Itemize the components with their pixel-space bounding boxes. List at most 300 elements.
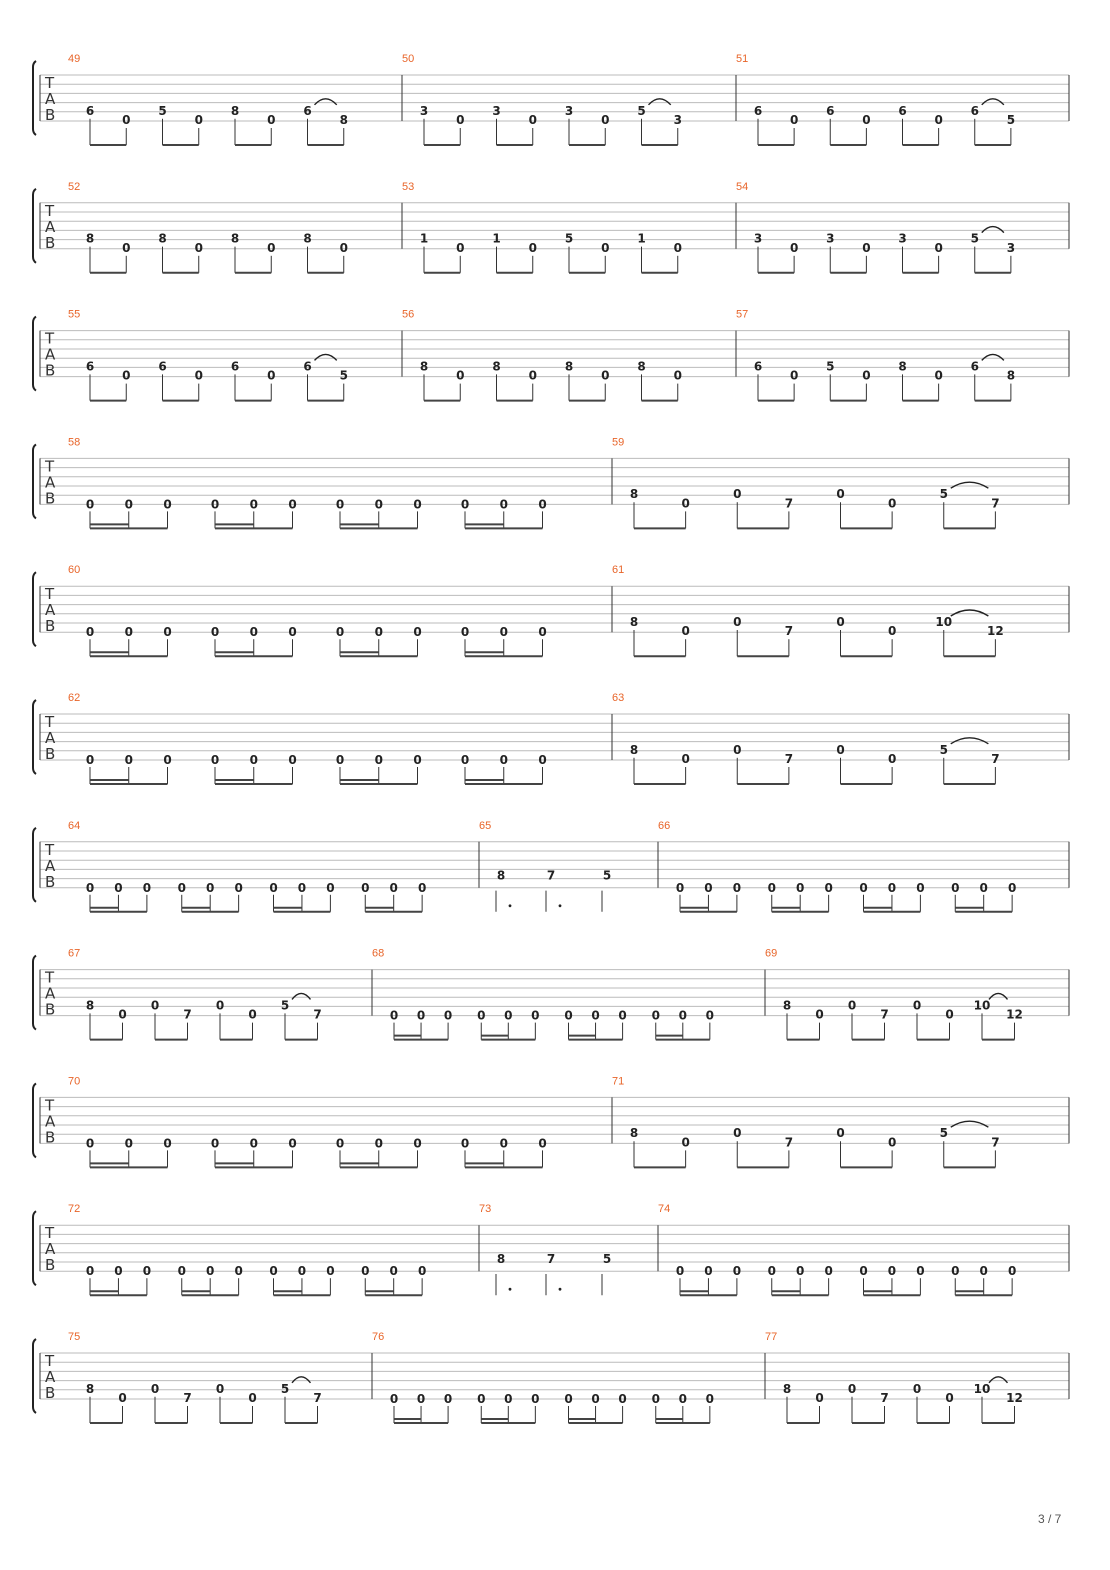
measure: [68, 692, 612, 784]
tab-clef-letter: T: [45, 1224, 55, 1243]
system-bracket: [33, 828, 36, 902]
fret-number: 0: [528, 113, 537, 127]
fret-number: 0: [733, 1126, 742, 1141]
fret-number: 0: [194, 368, 203, 383]
fret-number: 0: [460, 497, 470, 512]
fret-number: 0: [85, 1264, 95, 1279]
fret-number: 0: [413, 497, 422, 512]
fret-number: 0: [85, 880, 95, 895]
fret-number: 0: [416, 1392, 426, 1406]
fret-number: 8: [303, 231, 312, 246]
dot: [559, 1288, 562, 1291]
fret-number: 0: [122, 240, 131, 255]
fret-number: 0: [215, 1381, 225, 1396]
tab-clef-letter: A: [45, 217, 56, 236]
measure: [68, 309, 402, 401]
measure-number: 53: [402, 180, 415, 193]
fret-number: 0: [335, 1136, 345, 1151]
dot: [509, 1288, 512, 1291]
fret-number: 7: [991, 1135, 1000, 1150]
system-bracket: [33, 572, 36, 646]
fret-number: 3: [492, 103, 501, 118]
fret-number: 0: [150, 1381, 160, 1396]
measure: [68, 564, 612, 656]
fret-number: 0: [477, 1392, 486, 1406]
fret-number: 7: [313, 1391, 322, 1405]
fret-number: 5: [602, 1252, 612, 1266]
fret-number: 0: [163, 753, 172, 767]
fret-number: 0: [339, 240, 348, 255]
fret-number: 8: [782, 1381, 792, 1396]
fret-number: 0: [651, 1392, 660, 1406]
fret-number: 0: [887, 624, 897, 639]
fret-number: 5: [602, 868, 612, 883]
fret-number: 0: [979, 1264, 988, 1279]
fret-number: 0: [361, 880, 370, 895]
tab-staff-row: [33, 1075, 1069, 1167]
fret-number: 5: [280, 1381, 290, 1396]
fret-number: 12: [987, 624, 1004, 639]
system-bracket: [33, 1339, 36, 1413]
fret-number: 0: [789, 368, 799, 383]
fret-number: 0: [297, 1264, 307, 1279]
fret-number: 0: [887, 1264, 897, 1279]
tab-clef-letter: T: [45, 840, 55, 859]
tab-clef-letter: T: [45, 1096, 55, 1115]
tab-clef-letter: B: [45, 1384, 56, 1402]
fret-number: 0: [297, 880, 307, 895]
fret-number: 0: [177, 1264, 186, 1279]
fret-number: 0: [538, 625, 547, 640]
tab-staff-row: [33, 820, 1069, 912]
measure-number: 51: [736, 53, 749, 65]
fret-number: 3: [1006, 240, 1016, 255]
measure: [765, 948, 1069, 1040]
fret-number: 0: [249, 625, 258, 640]
measure: [372, 1331, 765, 1423]
measure-number: 59: [612, 436, 625, 449]
fret-number: 0: [499, 497, 508, 512]
measure-number: 58: [68, 436, 81, 449]
tab-clef-letter: B: [45, 106, 56, 124]
fret-number: 0: [934, 240, 943, 255]
fret-number: 0: [118, 1007, 127, 1022]
fret-number: 0: [531, 1392, 540, 1406]
fret-number: 0: [389, 1008, 399, 1023]
measure-number: 62: [68, 692, 81, 704]
fret-number: 0: [618, 1392, 627, 1406]
dot: [559, 904, 562, 907]
fret-number: 7: [784, 496, 794, 511]
fret-number: 8: [629, 742, 639, 757]
fret-number: 0: [206, 1264, 215, 1279]
measure-number: 69: [765, 947, 778, 960]
fret-number: 0: [114, 1264, 123, 1279]
fret-number: 0: [591, 1392, 600, 1406]
fret-number: 0: [945, 1007, 954, 1022]
fret-number: 0: [142, 1264, 152, 1279]
tab-staff-row: [33, 948, 1069, 1040]
tab-clef-letter: A: [45, 345, 56, 364]
fret-number: 0: [389, 1264, 398, 1279]
fret-number: 0: [504, 1008, 513, 1023]
fret-number: 0: [601, 240, 610, 255]
fret-number: 0: [335, 625, 345, 640]
measure-number: 66: [658, 819, 671, 832]
tie-arc: [951, 482, 989, 488]
fret-number: 0: [248, 1007, 257, 1022]
fret-number: 7: [313, 1007, 322, 1022]
fret-number: 0: [417, 1264, 427, 1279]
fret-number: 5: [970, 231, 979, 246]
measure: [658, 820, 1069, 912]
tie-arc: [315, 99, 337, 105]
fret-number: 6: [753, 359, 763, 374]
fret-number: 0: [269, 880, 278, 895]
fret-number: 8: [629, 487, 639, 502]
fret-number: 6: [303, 359, 312, 374]
fret-number: 8: [898, 359, 907, 374]
fret-number: 0: [210, 753, 220, 767]
fret-number: 8: [629, 1126, 639, 1141]
fret-number: 0: [374, 625, 383, 640]
fret-number: 0: [767, 1264, 776, 1279]
fret-number: 0: [733, 615, 742, 629]
tab-clef-letter: T: [45, 968, 55, 987]
tab-clef-letter: B: [45, 1256, 56, 1275]
fret-number: 5: [637, 103, 646, 118]
fret-number: 0: [210, 1136, 220, 1151]
tab-staff-row: [33, 309, 1069, 401]
fret-number: 0: [163, 497, 172, 512]
fret-number: 8: [564, 359, 574, 374]
fret-number: 0: [538, 497, 547, 512]
fret-number: 6: [85, 103, 95, 118]
fret-number: 8: [492, 359, 501, 374]
fret-number: 10: [973, 1381, 991, 1396]
fret-number: 0: [945, 1391, 954, 1405]
fret-number: 0: [413, 753, 422, 767]
tab-clef-letter: B: [45, 745, 56, 763]
fret-number: 0: [234, 880, 243, 895]
fret-number: 0: [704, 880, 713, 895]
measure-number: 68: [372, 947, 385, 960]
fret-number: 0: [916, 880, 925, 895]
fret-number: 0: [651, 1008, 660, 1023]
fret-number: 0: [887, 880, 897, 895]
fret-number: 0: [673, 240, 682, 255]
fret-number: 0: [538, 1136, 547, 1151]
tab-clef-letter: T: [45, 74, 55, 92]
fret-number: 0: [836, 742, 845, 757]
fret-number: 0: [413, 625, 422, 640]
fret-number: 0: [163, 625, 172, 640]
fret-number: 0: [249, 497, 258, 512]
fret-number: 8: [629, 615, 639, 629]
fret-number: 0: [288, 1136, 297, 1151]
fret-number: 0: [389, 880, 398, 895]
fret-number: 0: [389, 1392, 399, 1406]
tab-clef-letter: B: [45, 489, 56, 508]
fret-number: 6: [303, 103, 312, 118]
fret-number: 0: [499, 753, 508, 767]
fret-number: 0: [934, 368, 943, 383]
tab-clef-letter: A: [45, 729, 56, 747]
fret-number: 0: [374, 497, 383, 512]
fret-number: 0: [528, 368, 537, 383]
measure-number: 67: [68, 947, 81, 960]
tab-clef-letter: B: [45, 1000, 56, 1019]
fret-number: 0: [460, 625, 470, 640]
fret-number: 0: [951, 880, 960, 895]
fret-number: 0: [443, 1392, 453, 1406]
system-bracket: [33, 956, 36, 1030]
fret-number: 0: [456, 368, 465, 383]
fret-number: 3: [826, 231, 835, 246]
fret-number: 0: [206, 880, 215, 895]
fret-number: 3: [564, 103, 574, 118]
fret-number: 0: [177, 880, 186, 895]
tab-clef-letter: A: [45, 856, 56, 875]
tab-clef-letter: A: [45, 1368, 56, 1386]
fret-number: 8: [85, 998, 95, 1013]
fret-number: 0: [163, 1136, 172, 1151]
measure: [68, 53, 402, 145]
fret-number: 7: [880, 1391, 889, 1405]
fret-number: 0: [124, 753, 133, 767]
tab-staff-row: [33, 692, 1069, 784]
tab-clef-letter: B: [45, 361, 56, 380]
fret-number: 7: [183, 1007, 192, 1022]
tab-clef-letter: T: [45, 585, 55, 604]
fret-number: 8: [230, 103, 240, 118]
fret-number: 0: [815, 1007, 824, 1022]
system-bracket: [33, 317, 36, 391]
fret-number: 5: [939, 1126, 948, 1141]
fret-number: 3: [753, 231, 763, 246]
dot: [509, 904, 512, 907]
fret-number: 6: [753, 103, 763, 118]
fret-number: 8: [85, 1381, 95, 1396]
fret-number: 0: [681, 752, 690, 766]
fret-number: 8: [1006, 368, 1016, 383]
fret-number: 0: [456, 240, 465, 255]
fret-number: 0: [234, 1264, 243, 1279]
fret-number: 5: [939, 742, 948, 757]
measure-number: 49: [68, 53, 81, 65]
fret-number: 6: [230, 359, 240, 374]
tab-clef-letter: T: [45, 329, 55, 348]
measure-number: 65: [479, 819, 492, 832]
fret-number: 0: [456, 113, 465, 127]
fret-number: 0: [859, 1264, 868, 1279]
measure: [612, 436, 1069, 528]
measure: [372, 948, 765, 1040]
fret-number: 0: [681, 1135, 690, 1150]
measure: [68, 1331, 372, 1423]
fret-number: 0: [504, 1392, 513, 1406]
fret-number: 0: [416, 1008, 426, 1023]
fret-number: 8: [230, 231, 240, 246]
measure-number: 56: [402, 308, 415, 321]
fret-number: 0: [916, 1264, 925, 1279]
fret-number: 8: [158, 231, 167, 246]
fret-number: 5: [564, 231, 574, 246]
fret-number: 0: [124, 1136, 133, 1151]
fret-number: 0: [85, 497, 95, 512]
fret-number: 0: [531, 1008, 540, 1023]
fret-number: 6: [970, 359, 979, 374]
fret-number: 0: [142, 880, 152, 895]
fret-number: 0: [564, 1392, 573, 1406]
fret-number: 0: [413, 1136, 422, 1151]
fret-number: 0: [499, 625, 508, 640]
tie-arc: [982, 354, 1004, 360]
measure-number: 63: [612, 692, 625, 704]
measure: [68, 1203, 479, 1295]
system-bracket: [33, 1083, 36, 1157]
tie-arc: [951, 610, 989, 616]
tab-clef-letter: T: [45, 713, 55, 731]
measure: [736, 181, 1069, 273]
fret-number: 1: [492, 231, 501, 246]
measure-number: 76: [372, 1331, 385, 1343]
fret-number: 0: [705, 1008, 715, 1023]
fret-number: 0: [887, 1135, 897, 1150]
fret-number: 0: [122, 368, 131, 383]
fret-number: 5: [158, 103, 167, 118]
system-bracket: [33, 700, 36, 774]
tab-staff-row: [33, 181, 1069, 273]
tie-arc: [989, 1377, 1008, 1383]
fret-number: 0: [836, 1126, 845, 1141]
fret-number: 0: [85, 625, 95, 640]
fret-number: 7: [183, 1391, 192, 1405]
tab-clef-letter: T: [45, 457, 55, 476]
fret-number: 8: [496, 1252, 506, 1266]
fret-number: 0: [678, 1392, 687, 1406]
measure-number: 61: [612, 564, 625, 577]
tab-clef-letter: T: [45, 1352, 55, 1370]
fret-number: 0: [335, 497, 345, 512]
fret-number: 12: [1006, 1007, 1023, 1022]
measure-number: 57: [736, 308, 749, 321]
fret-number: 7: [991, 496, 1000, 511]
fret-number: 0: [460, 753, 470, 767]
fret-number: 0: [460, 1136, 470, 1151]
tab-staff-row: [33, 1331, 1069, 1423]
fret-number: 7: [880, 1007, 889, 1022]
fret-number: 0: [267, 240, 276, 255]
fret-number: 0: [618, 1008, 627, 1023]
fret-number: 0: [681, 496, 690, 511]
tab-clef-letter: A: [45, 473, 56, 492]
tie-arc: [292, 993, 311, 999]
tie-arc: [989, 993, 1008, 999]
fret-number: 0: [733, 487, 742, 502]
fret-number: 0: [443, 1008, 453, 1023]
tie-arc: [649, 99, 671, 105]
fret-number: 0: [194, 240, 203, 255]
fret-number: 0: [326, 1264, 335, 1279]
measure-number: 64: [68, 819, 81, 832]
system-bracket: [33, 444, 36, 518]
tab-clef-letter: B: [45, 872, 56, 891]
fret-number: 6: [898, 103, 907, 118]
fret-number: 3: [673, 113, 682, 127]
fret-number: 6: [158, 359, 167, 374]
fret-number: 0: [951, 1264, 960, 1279]
fret-number: 8: [419, 359, 429, 374]
fret-number: 6: [826, 103, 835, 118]
fret-number: 3: [419, 103, 429, 118]
fret-number: 0: [796, 880, 805, 895]
measure-number: 52: [68, 180, 81, 193]
tab-clef-letter: A: [45, 984, 56, 1003]
tab-clef-letter: T: [45, 201, 55, 220]
fret-number: 1: [637, 231, 646, 246]
fret-number: 0: [249, 1136, 258, 1151]
measure-number: 50: [402, 53, 415, 65]
fret-number: 0: [887, 752, 897, 766]
system-bracket: [33, 189, 36, 263]
fret-number: 0: [847, 1381, 857, 1396]
measure-number: 75: [68, 1331, 81, 1343]
measure-number: 54: [736, 180, 749, 193]
fret-number: 0: [732, 880, 742, 895]
fret-number: 0: [673, 368, 682, 383]
fret-number: 0: [678, 1008, 687, 1023]
tie-arc: [315, 354, 337, 360]
fret-number: 0: [538, 753, 547, 767]
fret-number: 0: [979, 880, 988, 895]
fret-number: 7: [546, 1252, 556, 1266]
fret-number: 0: [210, 497, 220, 512]
fret-number: 0: [912, 1381, 922, 1396]
measure: [479, 820, 658, 912]
measure: [68, 948, 372, 1040]
fret-number: 0: [114, 880, 123, 895]
fret-number: 7: [784, 752, 794, 766]
fret-number: 0: [789, 113, 799, 127]
fret-number: 0: [1007, 1264, 1017, 1279]
fret-number: 12: [1006, 1391, 1023, 1405]
fret-number: 5: [1006, 113, 1016, 127]
fret-number: 10: [935, 615, 953, 629]
tab-staff-row: [33, 564, 1069, 656]
fret-number: 0: [528, 240, 537, 255]
fret-number: 0: [249, 753, 258, 767]
fret-number: 5: [826, 359, 835, 374]
fret-number: 0: [796, 1264, 805, 1279]
measure-number: 74: [658, 1203, 671, 1216]
fret-number: 0: [267, 113, 276, 127]
fret-number: 0: [288, 625, 297, 640]
fret-number: 0: [862, 113, 871, 127]
fret-number: 5: [280, 998, 290, 1013]
fret-number: 10: [973, 998, 991, 1013]
tie-arc: [982, 227, 1004, 233]
fret-number: 0: [733, 742, 742, 757]
fret-number: 0: [269, 1264, 278, 1279]
system-bracket: [33, 1211, 36, 1285]
measure-number: 72: [68, 1203, 81, 1216]
fret-number: 0: [815, 1391, 824, 1405]
measure: [68, 1075, 612, 1167]
fret-number: 0: [499, 1136, 508, 1151]
fret-number: 0: [836, 487, 845, 502]
fret-number: 0: [248, 1391, 257, 1405]
